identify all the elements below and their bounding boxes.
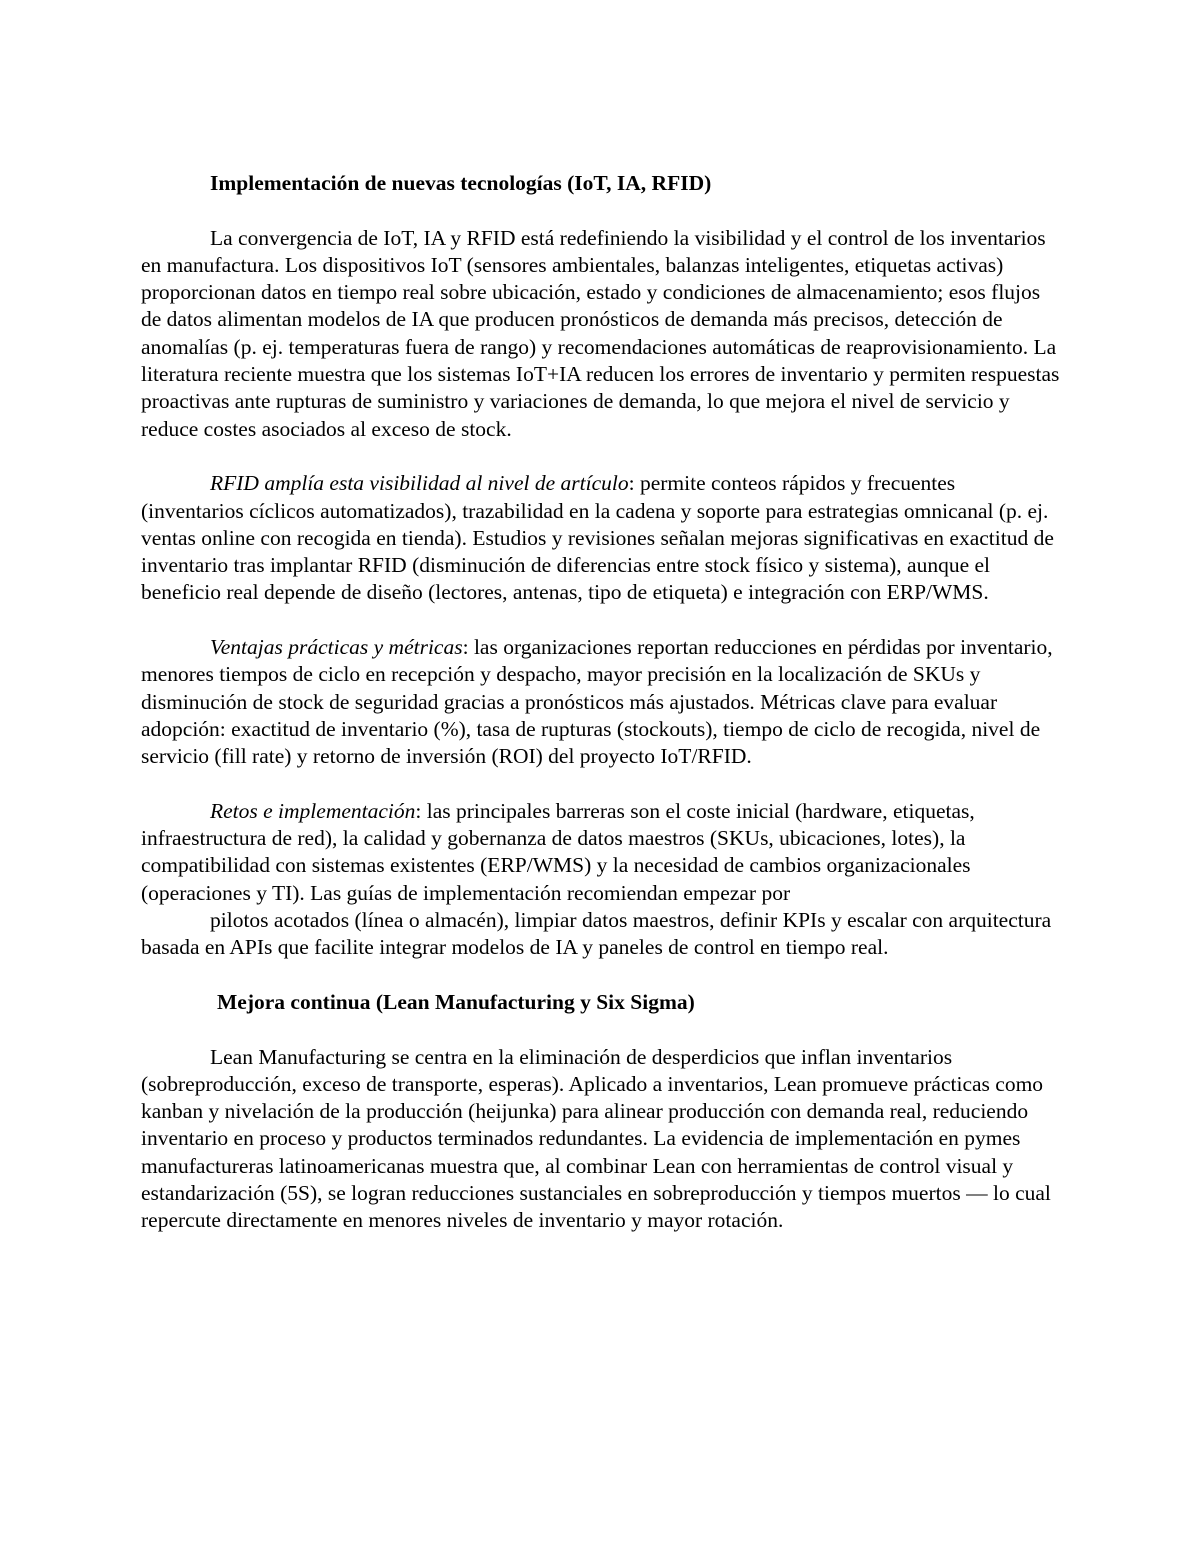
paragraph-advantages-body: : las organizaciones reportan reducciones en pérdidas por inventario, menores tiempos de ciclo en recepción y despacho, mayor precisión en la localización de SKUs y disminución de stock de seguridad gracias a pronósticos más ajustados. Métricas clave para evaluar adopción: exactitud de inventario (%), tasa de rupturas (stockouts), tiempo de ciclo de recogida, nivel de servicio (fill rate) y retorno de inversión (ROI) del proyecto IoT/RFID. <box>141 635 1053 769</box>
spacer <box>141 771 1063 798</box>
paragraph-challenges <box>141 798 1063 907</box>
paragraph-rfid-body: : permite conteos rápidos y frecuentes (inventarios cíclicos automatizados), trazabilidad en la cadena y soporte para estrategias omnicanal (p. ej. ventas online con recogida en tienda). Estudios y revisiones señalan mejoras significativas en exactitud de inventario tras implantar RFID (disminución de diferencias entre stock físico y sistema), aunque el beneficio real depende de diseño (lectores, antenas, tipo de etiqueta) e integración con ERP/WMS. <box>141 471 1054 605</box>
spacer <box>141 443 1063 470</box>
paragraph-challenges-continued <box>141 907 1063 962</box>
paragraph-advantages-lead: Ventajas prácticas y métricas <box>210 635 463 660</box>
paragraph-challenges-body: : las principales barreras son el coste inicial (hardware, etiquetas, infraestructura de red), la calidad y gobernanza de datos maestros (SKUs, ubicaciones, lotes), la compatibilidad con sistemas existentes (ERP/WMS) y la necesidad de cambios organizacionales (operaciones y TI). Las guías de implementación recomiendan empezar por <box>141 798 975 905</box>
spacer <box>141 607 1063 634</box>
paragraph-challenges-continued-text: pilotos acotados (línea o almacén), limpiar datos maestros, definir KPIs y escalar con arquitectura basada en APIs que facilite integrar modelos de IA y paneles de control en tiempo real. <box>141 908 1052 960</box>
spacer <box>141 962 1063 989</box>
paragraph-lean: Lean Manufacturing se centra en la eliminación de desperdicios que inflan inventarios (sobreproducción, exceso de transporte, esperas). Aplicado a inventarios, Lean promueve prácticas como kanban y nivelación de la producción (heijunka) para alinear producción con demanda real, reduciendo inventario en proceso y productos terminados redundantes. La evidencia de implementación en pymes manufactureras latinoamericanas muestra que, al combinar Lean con herramientas de control visual y estandarización (5S), se logran reducciones sustanciales en sobreproducción y tiempos muertos — lo cual repercute directamente en menores niveles de inventario y mayor rotación. <box>141 1044 1051 1233</box>
paragraph-rfid-lead: RFID amplía esta visibilidad al nivel de artículo <box>210 471 629 496</box>
spacer <box>141 1016 1063 1043</box>
section-heading-continuous-improvement: Mejora continua (Lean Manufacturing y Six Sigma) <box>217 989 695 1014</box>
document-body <box>141 170 1063 1235</box>
spacer <box>141 197 1063 224</box>
section-heading-technologies: Implementación de nuevas tecnologías (IoT, IA, RFID) <box>210 171 712 195</box>
paragraph-convergence: La convergencia de IoT, IA y RFID está redefiniendo la visibilidad y el control de los inventarios en manufactura. Los dispositivos IoT (sensores ambientales, balanzas inteligentes, etiquetas activas) proporcionan datos en tiempo real sobre ubicación, estado y condiciones de almacenamiento; esos flujos de datos alimentan modelos de IA que producen pronósticos de demanda más precisos, detección de anomalías (p. ej. temperaturas fuera de rango) y recomendaciones automáticas de reaprovisionamiento. La literatura reciente muestra que los sistemas IoT+IA reducen los errores de inventario y permiten respuestas proactivas ante rupturas de suministro y variaciones de demanda, lo que mejora el nivel de servicio y reduce costes asociados al exceso de stock. <box>141 225 1060 441</box>
paragraph-challenges-lead: Retos e implementación <box>210 798 416 823</box>
paragraph-rfid <box>141 470 1063 606</box>
paragraph-advantages <box>141 634 1063 770</box>
